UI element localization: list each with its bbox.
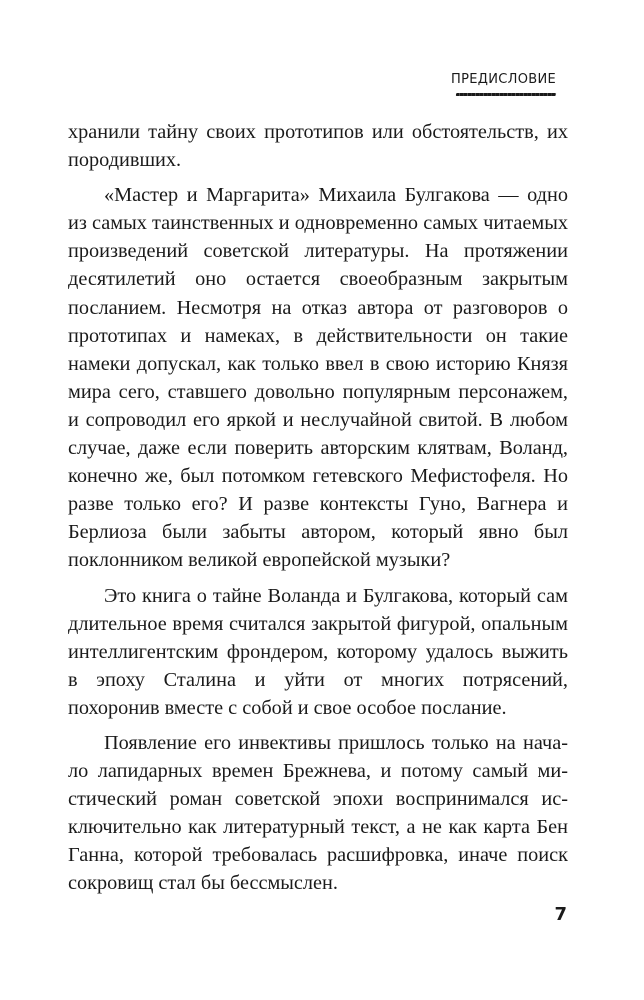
paragraph: «Мастер и Маргарита» Михаила Булгакова — одно из самых таинственных и одновременно самых читаемых произведений советской литературы. На протяжении десятилетий оно остается своеобразным закрытым посланием. Несмотря на отказ автора от разговоров о прототипах и намеках, в действительности он такие намеки допускал, как только ввел в свою историю Князя мира сего, ставшего довольно популярным персонажем, и сопроводил его яркой и неслучайной свитой. В любом случае, даже если поверить авторским клятвам, Воланд, конечно же, был потомком гетевского Мефистофеля. Но разве только его? И разве контексты Гуно, Вагнера и Берлиоза были забыты автором, который явно был поклонником великой европейской музыки? (68, 184, 568, 572)
chapter-title: ПРЕДИСЛОВИЕ (451, 72, 556, 87)
header-rule (456, 93, 556, 96)
paragraph: Появление его инвективы пришлось только на начало лапидарных времен Брежнева, и потому самый мистический роман советской эпохи воспринимался исключительно как литературный текст, а не как карта Бен Ганна, которой требовалась расшифровка, иначе поиск сокровищ стал бы бессмыслен. (68, 731, 568, 895)
paragraph: Это книга о тайне Воланда и Булгакова, который сам длительное время считался закрытой фигурой, опальным интеллигентским фрондером, которому удалось выжить в эпоху Сталина и уйти от многих потрясений, похоронив вместе с собой и свое особое послание. (68, 584, 568, 719)
running-header (451, 72, 556, 96)
body-text (68, 118, 568, 898)
page-number: 7 (554, 904, 567, 925)
paragraph-continued: хранили тайну своих прототипов или обстоятельств, их породивших. (68, 121, 568, 172)
